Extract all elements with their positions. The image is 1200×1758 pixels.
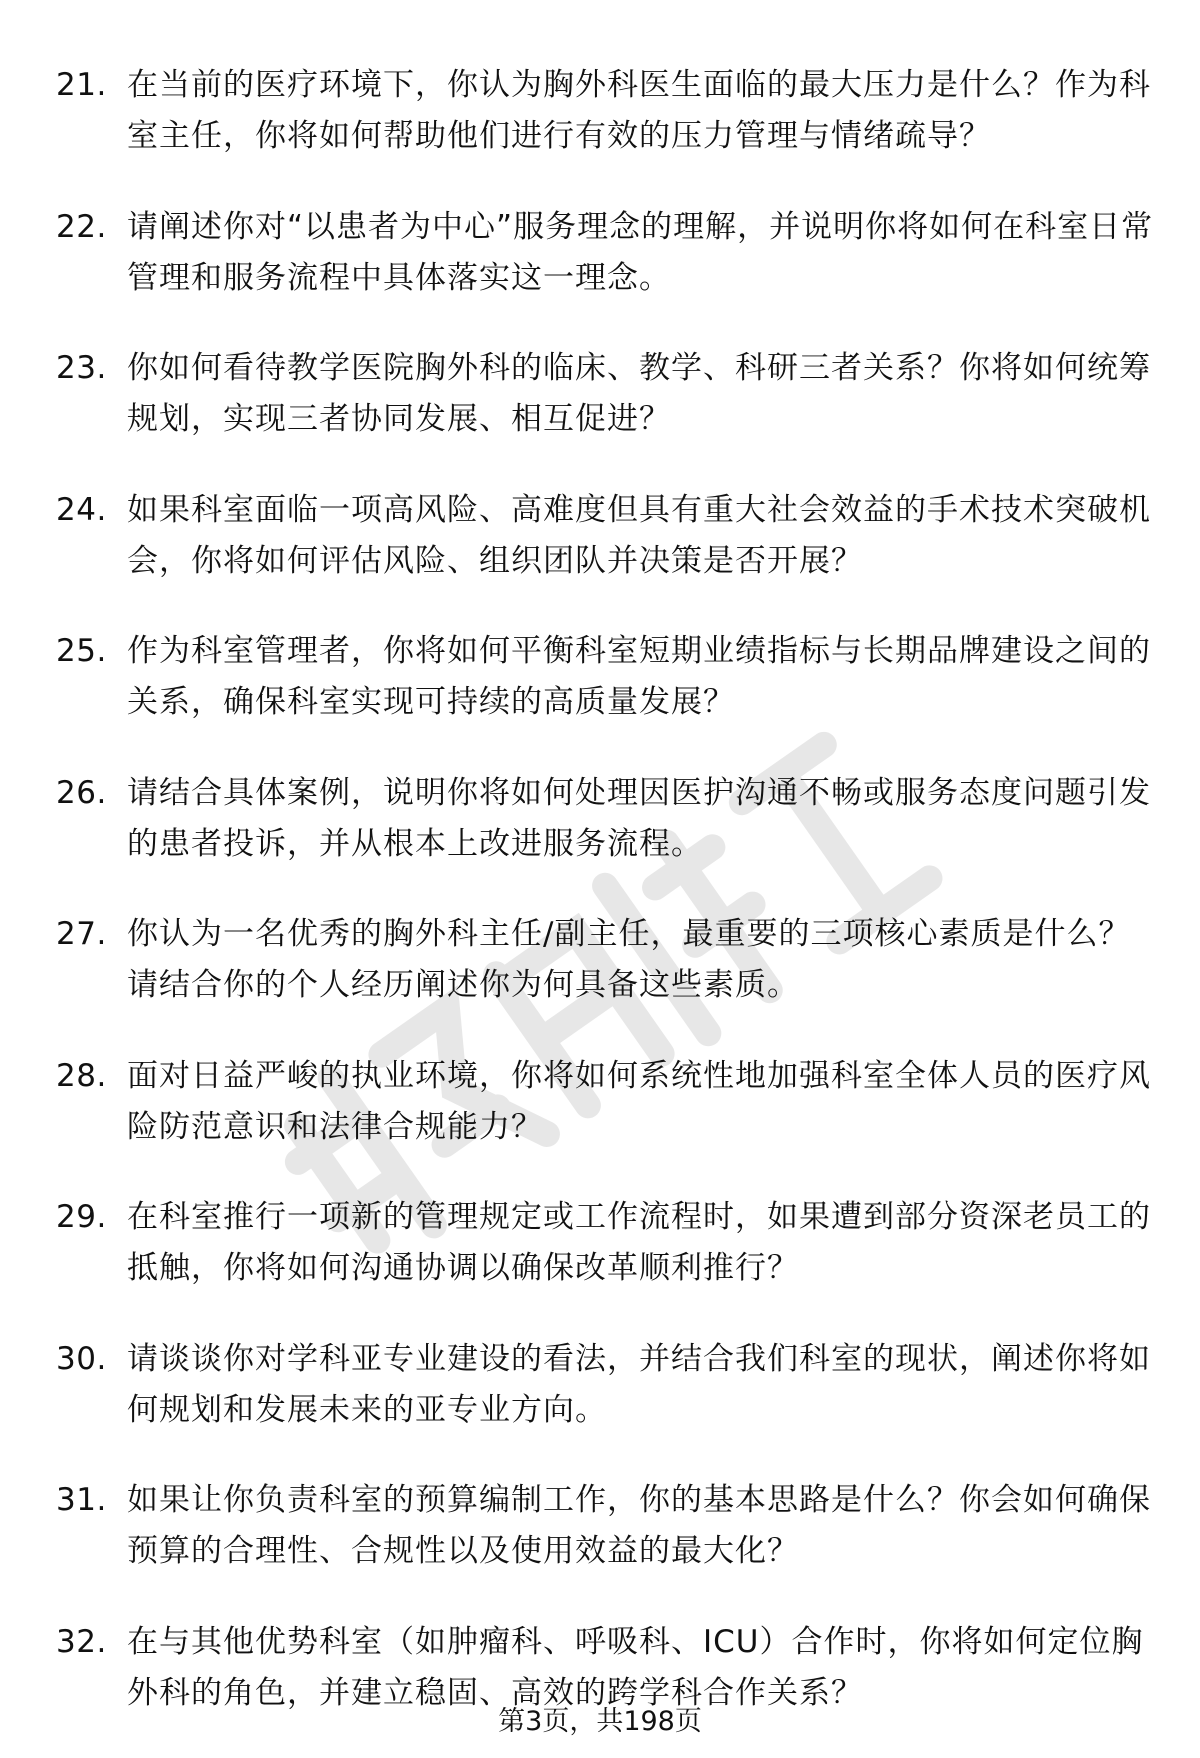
question-item	[0, 202, 1200, 344]
question-text: 请阐述你对“以患者为中心”服务理念的理解，并说明你将如何在科室日常管理和服务流程中具体落实这一理念。	[127, 202, 1159, 304]
question-text: 请谈谈你对学科亚专业建设的看法，并结合我们科室的现状，阐述你将如何规划和发展未来的亚专业方向。	[127, 1334, 1159, 1436]
question-text: 在科室推行一项新的管理规定或工作流程时，如果遭到部分资深老员工的抵触，你将如何沟通协调以确保改革顺利推行？	[127, 1192, 1159, 1294]
question-item	[0, 909, 1200, 1051]
question-text: 请结合具体案例，说明你将如何处理因医护沟通不畅或服务态度问题引发的患者投诉，并从根本上改进服务流程。	[127, 768, 1159, 870]
question-item	[0, 1334, 1200, 1476]
question-number: 22.	[56, 202, 126, 253]
question-item	[0, 768, 1200, 910]
question-text: 你认为一名优秀的胸外科主任/副主任，最重要的三项核心素质是什么？请结合你的个人经历阐述你为何具备这些素质。	[127, 909, 1159, 1011]
question-text: 你如何看待教学医院胸外科的临床、教学、科研三者关系？你将如何统筹规划，实现三者协同发展、相互促进？	[127, 343, 1159, 445]
question-number: 21.	[56, 60, 126, 111]
question-item	[0, 1051, 1200, 1193]
question-number: 26.	[56, 768, 126, 819]
question-item	[0, 60, 1200, 202]
question-number: 31.	[56, 1475, 126, 1526]
question-item	[0, 485, 1200, 627]
question-number: 23.	[56, 343, 126, 394]
question-item	[0, 626, 1200, 768]
question-text: 如果科室面临一项高风险、高难度但具有重大社会效益的手术技术突破机会，你将如何评估风险、组织团队并决策是否开展？	[127, 485, 1159, 587]
question-number: 24.	[56, 485, 126, 536]
question-item	[0, 343, 1200, 485]
question-number: 25.	[56, 626, 126, 677]
question-text: 如果让你负责科室的预算编制工作，你的基本思路是什么？你会如何确保预算的合理性、合规性以及使用效益的最大化？	[127, 1475, 1159, 1577]
question-number: 29.	[56, 1192, 126, 1243]
question-number: 32.	[56, 1617, 126, 1668]
question-list	[0, 60, 1200, 1758]
question-item	[0, 1192, 1200, 1334]
page-footer: 第3页，共198页	[0, 1704, 1200, 1740]
question-number: 30.	[56, 1334, 126, 1385]
question-number: 28.	[56, 1051, 126, 1102]
question-number: 27.	[56, 909, 126, 960]
question-item	[0, 1475, 1200, 1617]
question-text: 在与其他优势科室（如肿瘤科、呼吸科、ICU）合作时，你将如何定位胸外科的角色，并建立稳固、高效的跨学科合作关系？	[127, 1617, 1159, 1719]
question-text: 面对日益严峻的执业环境，你将如何系统性地加强科室全体人员的医疗风险防范意识和法律合规能力？	[127, 1051, 1159, 1153]
question-text: 作为科室管理者，你将如何平衡科室短期业绩指标与长期品牌建设之间的关系，确保科室实现可持续的高质量发展？	[127, 626, 1159, 728]
question-text: 在当前的医疗环境下，你认为胸外科医生面临的最大压力是什么？作为科室主任，你将如何帮助他们进行有效的压力管理与情绪疏导？	[127, 60, 1159, 162]
